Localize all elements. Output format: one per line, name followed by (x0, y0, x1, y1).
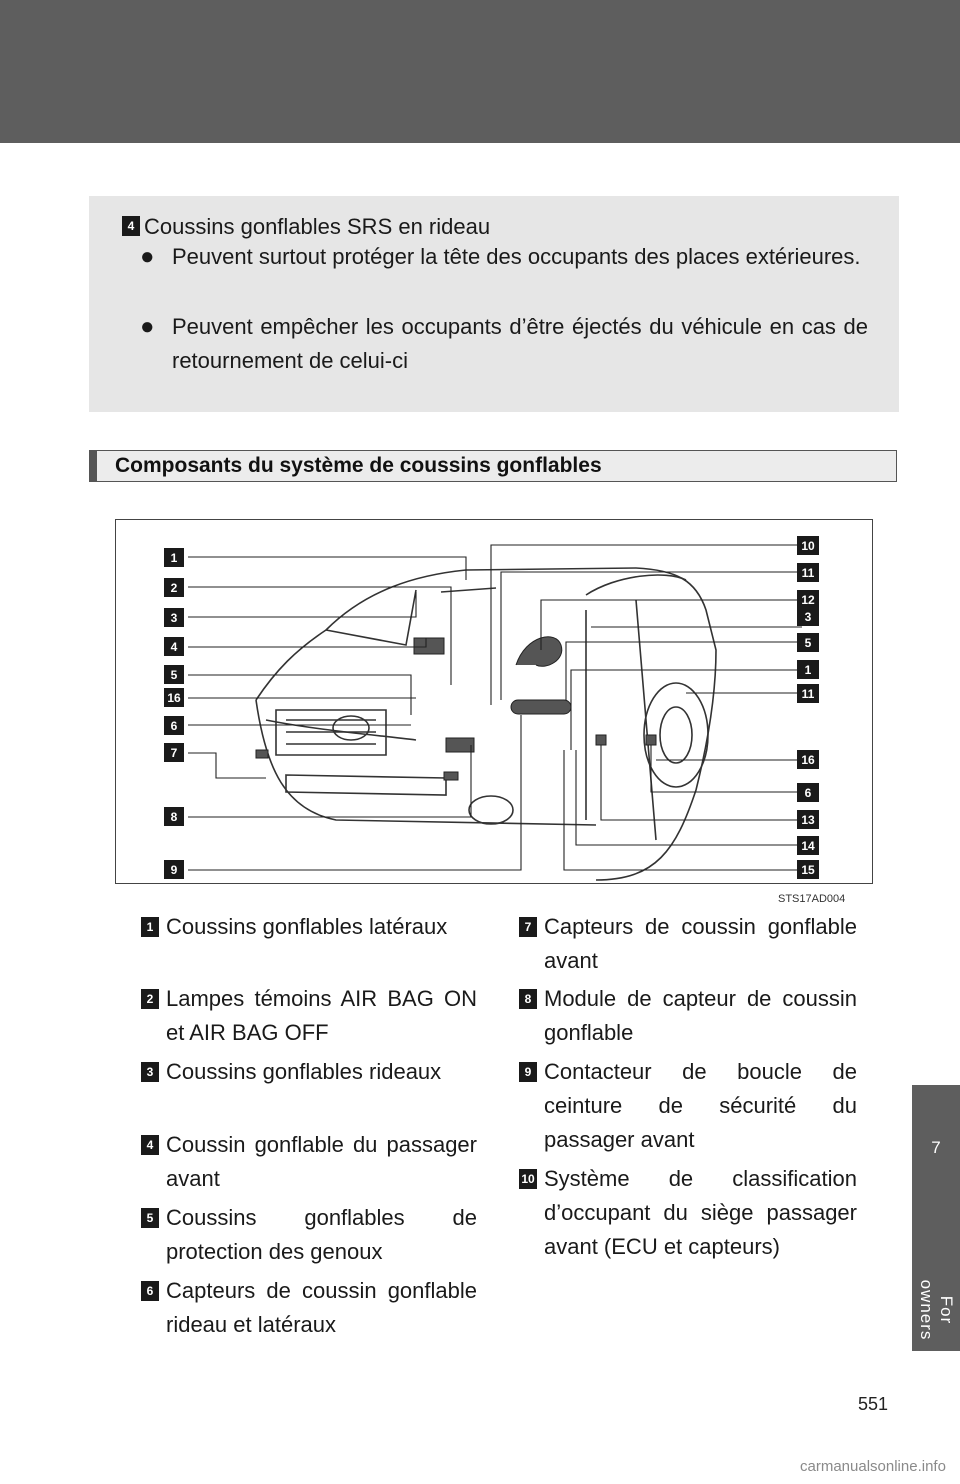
legend-text: Coussins gonflables de protection des genoux (166, 1205, 477, 1264)
legend-text: Coussins gonflables latéraux (166, 914, 448, 939)
callout-line (188, 592, 416, 617)
callout-label: 15 (801, 863, 815, 877)
legend-text: Lampes témoins AIR BAG ON et AIR BAG OFF (166, 986, 477, 1045)
callout-label: 8 (170, 810, 178, 824)
note-title (122, 214, 490, 240)
legend-item (519, 1055, 857, 1157)
callout-label: 5 (170, 668, 178, 682)
note-bullet (140, 240, 868, 274)
callout-label: 6 (804, 786, 812, 800)
note-title-text: Coussins gonflables SRS en rideau (144, 214, 491, 239)
legend-text: Capteurs de coussin gonflable avant (544, 914, 857, 973)
legend-text: Coussins gonflables rideaux (166, 1059, 442, 1084)
callout-label: 4 (170, 640, 178, 654)
figure-code: STS17AD004 (778, 893, 846, 905)
seat-back (516, 637, 562, 666)
callout-line (188, 587, 451, 685)
number-badge: 4 (141, 1135, 159, 1155)
legend-item (519, 1162, 857, 1264)
callout-label: 10 (801, 539, 815, 553)
note-bullet-text: Peuvent empêcher les occupants d’être éjectés du véhicule en cas de retournement de celui-ci (172, 314, 868, 373)
airbag-components-figure (115, 519, 873, 884)
roof-rail (441, 588, 496, 592)
legend-text: Module de capteur de coussin gonflable (544, 986, 857, 1045)
callout-label: 2 (170, 581, 178, 595)
callout-label: 1 (804, 663, 812, 677)
legend-item (141, 1128, 477, 1196)
section-title: Composants du système de coussins gonflables (115, 454, 602, 477)
fog-lamp (469, 796, 513, 824)
seat-cushion (511, 700, 571, 714)
number-badge: 9 (519, 1062, 537, 1082)
callout-label: 12 (801, 593, 815, 607)
callout-line (601, 745, 802, 820)
number-badge: 2 (141, 989, 159, 1009)
callout-line (651, 745, 802, 792)
callout-line (501, 572, 802, 700)
callout-label: 16 (167, 691, 181, 705)
vehicle-diagram (116, 520, 873, 884)
bullet-icon: ● (140, 313, 155, 340)
callout-label: 3 (804, 610, 812, 624)
number-badge: 7 (519, 917, 537, 937)
legend-item (141, 910, 477, 944)
chapter-number: 7 (931, 1138, 941, 1157)
number-badge: 6 (141, 1281, 159, 1301)
grille-slats (286, 720, 376, 744)
page-number: 551 (858, 1394, 889, 1414)
callout-label: 6 (170, 719, 178, 733)
legend-item (141, 982, 477, 1050)
roof-curtain-airbag (586, 575, 686, 595)
callout-label: 3 (170, 611, 178, 625)
callout-line (188, 675, 411, 715)
number-badge: 5 (141, 1208, 159, 1228)
legend-item (141, 1055, 477, 1089)
number-badge: 4 (122, 216, 140, 236)
callout-label: 7 (170, 746, 178, 760)
page-header-band (0, 0, 960, 143)
number-badge: 3 (141, 1062, 159, 1082)
bullet-icon: ● (140, 243, 155, 270)
callout-label: 13 (801, 813, 815, 827)
side-sensor (646, 735, 656, 745)
note-bullet (140, 310, 868, 378)
note-bullet-text: Peuvent surtout protéger la tête des occupants des places extérieures. (172, 244, 861, 269)
side-sensor (596, 735, 606, 745)
legend-text: Coussin gonflable du passager avant (166, 1132, 477, 1191)
wheel-hub (660, 707, 692, 763)
number-badge: 1 (141, 917, 159, 937)
legend-item (519, 982, 857, 1050)
section-header (89, 450, 897, 482)
number-badge: 10 (519, 1169, 537, 1189)
callout-label: 11 (801, 687, 815, 701)
legend-text: Contacteur de boucle de ceinture de sécurité du passager avant (544, 1059, 857, 1152)
callout-label: 11 (801, 566, 815, 580)
chapter-label: For owners (917, 1279, 956, 1341)
sensor-module (446, 738, 474, 752)
legend-item (141, 1201, 477, 1269)
front-sensor (444, 772, 458, 780)
hood-line (266, 720, 416, 740)
legend-text: Système de classification d’occupant du siège passager avant (ECU et capteurs) (544, 1166, 857, 1259)
legend-item (141, 1274, 477, 1342)
legend-text: Capteurs de coussin gonflable rideau et latéraux (166, 1278, 477, 1337)
lower-grille (286, 775, 446, 795)
front-passenger-airbag (414, 638, 444, 654)
front-sensor (256, 750, 268, 758)
callout-label: 1 (170, 551, 178, 565)
callout-line (566, 642, 802, 700)
callout-label: 14 (801, 839, 815, 853)
callout-line (188, 753, 266, 778)
front-bumper-line (256, 700, 596, 825)
callout-label: 5 (804, 636, 812, 650)
callout-line (564, 750, 802, 870)
callout-label: 16 (801, 753, 815, 767)
watermark: carmanualsonline.info (800, 1458, 946, 1475)
legend-item (519, 910, 857, 978)
number-badge: 8 (519, 989, 537, 1009)
callout-label: 9 (170, 863, 178, 877)
callout-line (576, 750, 802, 845)
